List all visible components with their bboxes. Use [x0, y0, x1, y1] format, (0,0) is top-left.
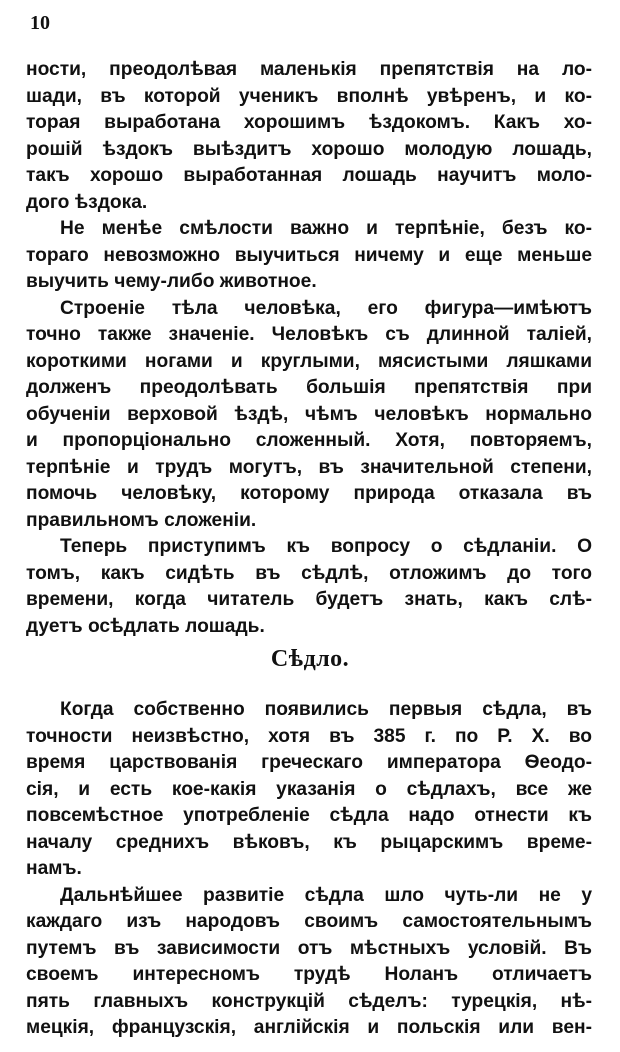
- paragraph-saddle-history: [26, 697, 592, 883]
- text-line: короткими ногами и круглыми, мясистыми ляшками: [26, 350, 592, 372]
- text-line: помочь человѣку, которому природа отказала въ: [26, 483, 592, 504]
- paragraph-body-build: [26, 296, 592, 535]
- paragraph-continuation: [26, 57, 592, 216]
- text-line: Строеніе тѣла человѣка, его фигура—имѣютъ: [60, 297, 592, 319]
- text-line: ности, преодолѣвая маленькія препятствія на ло-: [26, 59, 592, 80]
- text-line: своемъ интересномъ трудѣ Ноланъ отличаетъ: [26, 964, 592, 985]
- text-line: время царствованія греческаго императора Ѳеодо-: [26, 752, 592, 773]
- text-line: тораго невозможно выучиться ничему и еще меньше: [26, 244, 592, 266]
- text-line: долженъ преодолѣвать большія препятствія при: [26, 377, 592, 398]
- page-number: 10: [30, 12, 50, 34]
- paragraph-saddling-intro: [26, 534, 592, 640]
- text-line: Теперь приступимъ къ вопросу о сѣдланіи. О: [60, 536, 592, 557]
- text-line: терпѣніе и трудъ могутъ, въ значительной степени,: [26, 456, 592, 478]
- text-line: точности неизвѣстно, хотя въ 385 г. по Р. Х. во: [26, 725, 592, 747]
- text-line: Не менѣе смѣлости важно и терпѣніе, безъ ко-: [60, 218, 592, 239]
- text-line: и пропорціонально сложенный. Хотя, повторяемъ,: [26, 430, 592, 451]
- text-line: рошій ѣздокъ выѣздитъ хорошо молодую лошадь,: [26, 138, 592, 160]
- text-line: путемъ въ зависимости отъ мѣстныхъ условій. Въ: [26, 937, 592, 959]
- text-line: намъ.: [26, 858, 82, 879]
- text-line: времени, когда читатель будетъ знать, какъ слѣ-: [26, 589, 592, 610]
- text-line: пять главныхъ конструкцій сѣделъ: турецкія, нѣ-: [26, 990, 592, 1012]
- section-heading: Сѣдло.: [270, 646, 350, 672]
- paragraph-saddle-development: [26, 883, 592, 1042]
- text-line: мецкія, французскія, англійскія и польскія или вен-: [26, 1017, 592, 1038]
- text-line: томъ, какъ сидѣть въ сѣдлѣ, отложимъ до того: [26, 562, 592, 584]
- text-line: сія, и есть кое-какія указанія о сѣдлахъ, все же: [26, 778, 592, 800]
- text-line: торая выработана хорошимъ ѣздокомъ. Какъ хо-: [26, 112, 592, 133]
- text-line: выучить чему-либо животное.: [26, 271, 317, 292]
- text-line: шади, въ которой ученикъ вполнѣ увѣренъ, и ко-: [26, 85, 592, 107]
- text-line: обученіи верховой ѣздѣ, чѣмъ человѣкъ нормально: [26, 403, 592, 425]
- text-line: дуетъ осѣдлать лошадь.: [26, 615, 265, 637]
- text-line: такъ хорошо выработанная лошадь научитъ моло-: [26, 165, 592, 186]
- body-text-before-heading: [26, 57, 592, 640]
- text-line: Когда собственно появились первыя сѣдла, въ: [60, 699, 592, 720]
- text-line: дого ѣздока.: [26, 191, 148, 213]
- text-line: Дальнѣйшее развитіе сѣдла шло чуть-ли не у: [60, 884, 592, 906]
- text-line: точно также значеніе. Человѣкъ съ длинной таліей,: [26, 324, 592, 345]
- text-line: началу среднихъ вѣковъ, къ рыцарскимъ време-: [26, 831, 592, 853]
- text-line: каждаго изъ народовъ своимъ самостоятельнымъ: [26, 911, 592, 932]
- text-line: повсемѣстное употребленіе сѣдла надо отнести къ: [26, 805, 592, 826]
- paragraph-patience: [26, 216, 592, 296]
- text-line: правильномъ сложеніи.: [26, 509, 257, 531]
- body-text-after-heading: [26, 697, 592, 1042]
